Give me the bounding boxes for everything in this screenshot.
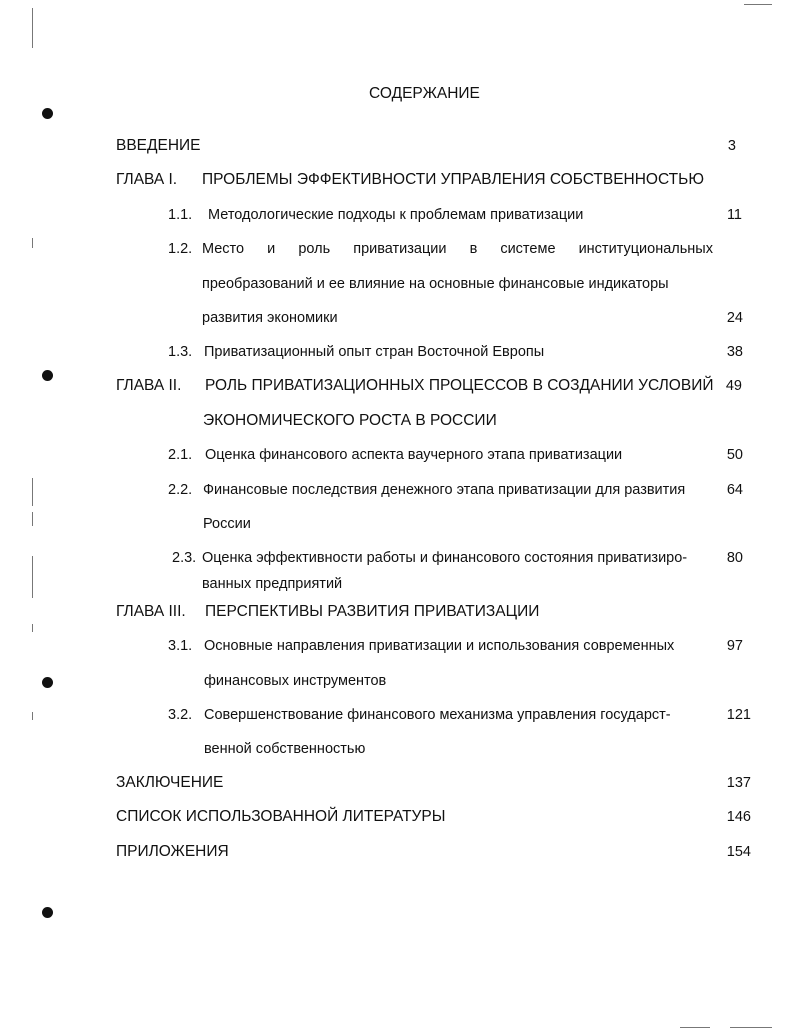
toc-ch2-title-line2: ЭКОНОМИЧЕСКОГО РОСТА В РОССИИ [203,412,497,429]
toc-s3-2-page: 121 [726,707,751,723]
toc-s3-2-line2: венной собственностью [204,741,366,757]
toc-s3-2-line1: Совершенствование финансового механизма управления государст- [204,707,671,723]
margin-mark [32,238,33,248]
toc-intro-page: 3 [727,138,736,154]
toc-s2-2-page: 64 [726,482,743,498]
toc-s1-1-text: Методологические подходы к проблемам приватизации [208,207,584,223]
toc-s3-1-line2: финансовых инструментов [204,673,387,689]
word: в [469,241,478,257]
scan-edge-mark [730,1027,772,1028]
margin-mark [32,712,33,720]
word: Место [202,241,245,257]
binder-hole [42,677,53,688]
toc-s2-3-line2: ванных предприятий [202,576,343,592]
toc-ch1-num: ГЛАВА I. [116,171,178,188]
toc-s2-1-num: 2.1. [168,447,193,463]
scan-edge-mark [680,1027,710,1028]
margin-mark [32,478,33,506]
word: системе [500,241,556,257]
toc-s1-2-page: 24 [726,310,743,326]
word: институциональных [578,241,713,257]
toc-ch3-num: ГЛАВА III. [116,603,186,620]
margin-mark [32,512,33,526]
word: и [267,241,276,257]
toc-intro-label: ВВЕДЕНИЕ [116,137,201,154]
toc-s3-1-line1: Основные направления приватизации и использования современных [204,638,675,654]
toc-s1-2-line1 [202,240,713,258]
toc-s3-1-page: 97 [726,638,743,654]
toc-s1-3-num: 1.3. [168,344,193,360]
toc-s2-1-page: 50 [726,447,743,463]
binder-hole [42,370,53,381]
toc-s1-3-page: 38 [726,344,743,360]
toc-s1-2-num: 1.2. [168,241,193,257]
toc-appendices-label: ПРИЛОЖЕНИЯ [116,843,229,860]
toc-s2-2-line2: России [203,516,251,532]
toc-ch1-title: ПРОБЛЕМЫ ЭФФЕКТИВНОСТИ УПРАВЛЕНИЯ СОБСТВЕННОСТЬЮ [202,171,704,188]
toc-bibliography-label: СПИСОК ИСПОЛЬЗОВАННОЙ ЛИТЕРАТУРЫ [116,808,446,825]
toc-s3-1-num: 3.1. [168,638,193,654]
toc-s1-1-num: 1.1. [168,207,193,223]
margin-mark [32,624,33,632]
toc-s2-2-num: 2.2. [168,482,193,498]
toc-s1-3-text: Приватизационный опыт стран Восточной Европы [204,344,545,360]
word: роль [298,241,331,257]
toc-s2-1-text: Оценка финансового аспекта ваучерного этапа приватизации [205,447,623,463]
toc-s2-2-line1: Финансовые последствия денежного этапа приватизации для развития [203,482,686,498]
toc-ch2-page: 49 [725,378,742,394]
toc-ch2-num: ГЛАВА II. [116,377,182,394]
toc-s2-3-num: 2.3. [172,550,197,566]
toc-s1-2-line3: развития экономики [202,310,338,326]
toc-title: СОДЕРЖАНИЕ [369,85,480,102]
toc-s2-3-page: 80 [726,550,743,566]
toc-conclusion-label: ЗАКЛЮЧЕНИЕ [116,774,224,791]
toc-conclusion-page: 137 [726,775,751,791]
binder-hole [42,907,53,918]
word: приватизации [353,241,447,257]
toc-ch2-title-line1: РОЛЬ ПРИВАТИЗАЦИОННЫХ ПРОЦЕССОВ В СОЗДАНИИ УСЛОВИЙ [205,377,714,394]
toc-ch3-title: ПЕРСПЕКТИВЫ РАЗВИТИЯ ПРИВАТИЗАЦИИ [205,603,540,620]
margin-mark [32,8,33,48]
toc-s1-2-line2: преобразований и ее влияние на основные финансовые индикаторы [202,276,669,292]
toc-bibliography-page: 146 [726,809,751,825]
toc-s1-1-page: 11 [726,207,742,223]
toc-s3-2-num: 3.2. [168,707,193,723]
toc-appendices-page: 154 [726,844,751,860]
margin-mark [32,556,33,598]
scan-edge-mark [744,4,772,5]
binder-hole [42,108,53,119]
toc-s2-3-line1: Оценка эффективности работы и финансового состояния приватизиро- [202,550,688,566]
